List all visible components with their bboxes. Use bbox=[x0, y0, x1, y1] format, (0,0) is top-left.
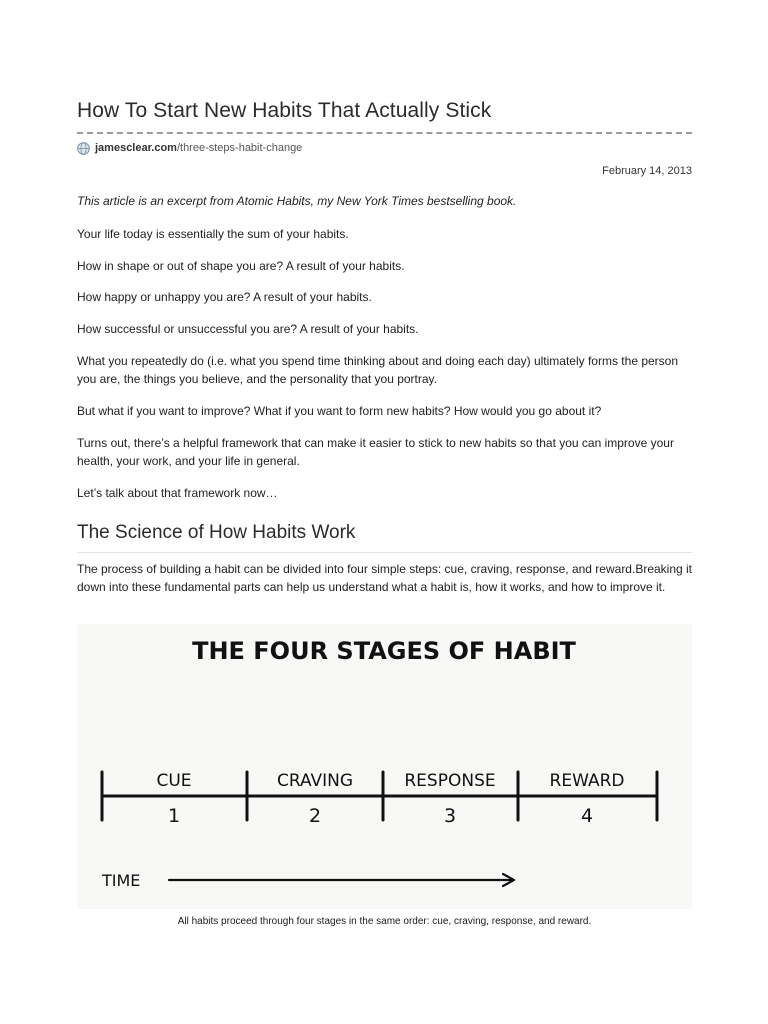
source-domain[interactable]: jamesclear.com bbox=[95, 142, 177, 154]
paragraph: Your life today is essentially the sum of your habits. bbox=[77, 227, 349, 241]
stage-label-reward: REWARD bbox=[549, 771, 625, 791]
paragraph: Let’s talk about that framework now… bbox=[77, 486, 278, 500]
time-label: TIME bbox=[102, 871, 141, 890]
paragraph: How in shape or out of shape you are? A result of your habits. bbox=[77, 259, 405, 273]
source-path[interactable]: /three-steps-habit-change bbox=[176, 142, 303, 154]
section-paragraph: The process of building a habit can be divided into four simple steps: cue, craving, response, and reward.Breaking it down into these fundamental parts can help us understand what a habit is, how it works, and how to improve it. bbox=[77, 562, 693, 594]
section-divider bbox=[77, 552, 692, 553]
stage-number-1: 1 bbox=[167, 805, 181, 827]
section-title: The Science of How Habits Work bbox=[77, 522, 356, 543]
stage-number-3: 3 bbox=[443, 805, 457, 827]
habit-stages-figure bbox=[77, 624, 692, 909]
stage-label-response: RESPONSE bbox=[404, 771, 496, 791]
stage-number-2: 2 bbox=[308, 805, 322, 827]
intro-note: This article is an excerpt from Atomic Habits, my New York Times bestselling book. bbox=[77, 194, 517, 208]
stage-label-cue: CUE bbox=[156, 771, 192, 791]
figure-caption: All habits proceed through four stages in the same order: cue, craving, response, and reward. bbox=[177, 916, 592, 927]
stage-label-craving: CRAVING bbox=[276, 771, 354, 791]
paragraph: Turns out, there’s a helpful framework that can make it easier to stick to new habits so that you can improve your health, your work, and your life in general. bbox=[77, 436, 674, 468]
publish-date: February 14, 2013 bbox=[602, 165, 692, 177]
paragraph: How successful or unsuccessful you are? A result of your habits. bbox=[77, 322, 419, 336]
title-divider bbox=[77, 132, 692, 134]
article-title: How To Start New Habits That Actually Stick bbox=[77, 99, 492, 122]
paragraph: How happy or unhappy you are? A result of your habits. bbox=[77, 290, 372, 304]
paragraph: But what if you want to improve? What if you want to form new habits? How would you go about it? bbox=[77, 404, 602, 418]
figure-heading: THE FOUR STAGES OF HABIT bbox=[192, 637, 576, 665]
stage-number-4: 4 bbox=[580, 805, 594, 827]
source-link[interactable] bbox=[77, 140, 302, 156]
globe-icon bbox=[77, 142, 90, 155]
paragraph: What you repeatedly do (i.e. what you spend time thinking about and doing each day) ultimately forms the person you are, the things you believe, and the personality that you portray. bbox=[77, 354, 679, 386]
